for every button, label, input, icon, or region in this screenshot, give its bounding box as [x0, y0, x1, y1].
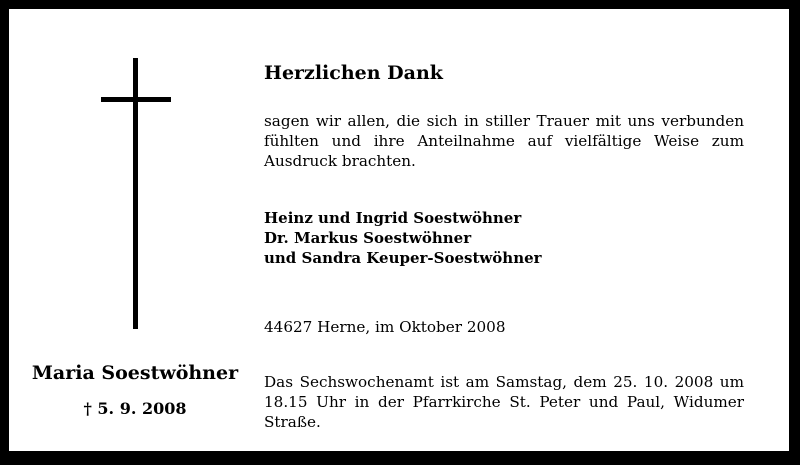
- signers-list: [264, 208, 542, 268]
- place-date: 44627 Herne, im Oktober 2008: [264, 318, 506, 336]
- signer: und Sandra Keuper-Soestwöhner: [264, 249, 542, 267]
- thank-you-message: sagen wir allen, die sich in stiller Trauer mit uns verbunden fühlten und ihre Anteilnahme auf vielfältige Weise zum Ausdruck brachten.: [264, 112, 744, 170]
- cross-icon-horizontal: [101, 97, 171, 102]
- heading: Herzlichen Dank: [264, 62, 443, 84]
- death-date: † 5. 9. 2008: [83, 399, 187, 418]
- deceased-name: Maria Soestwöhner: [31, 362, 239, 384]
- obituary-card: [9, 9, 789, 451]
- signer: Heinz und Ingrid Soestwöhner: [264, 209, 522, 227]
- service-notice: Das Sechswochenamt ist am Samstag, dem 25. 10. 2008 um 18.15 Uhr in der Pfarrkirche St. Peter und Paul, Widumer Straße.: [264, 373, 744, 431]
- signer: Dr. Markus Soestwöhner: [264, 229, 472, 247]
